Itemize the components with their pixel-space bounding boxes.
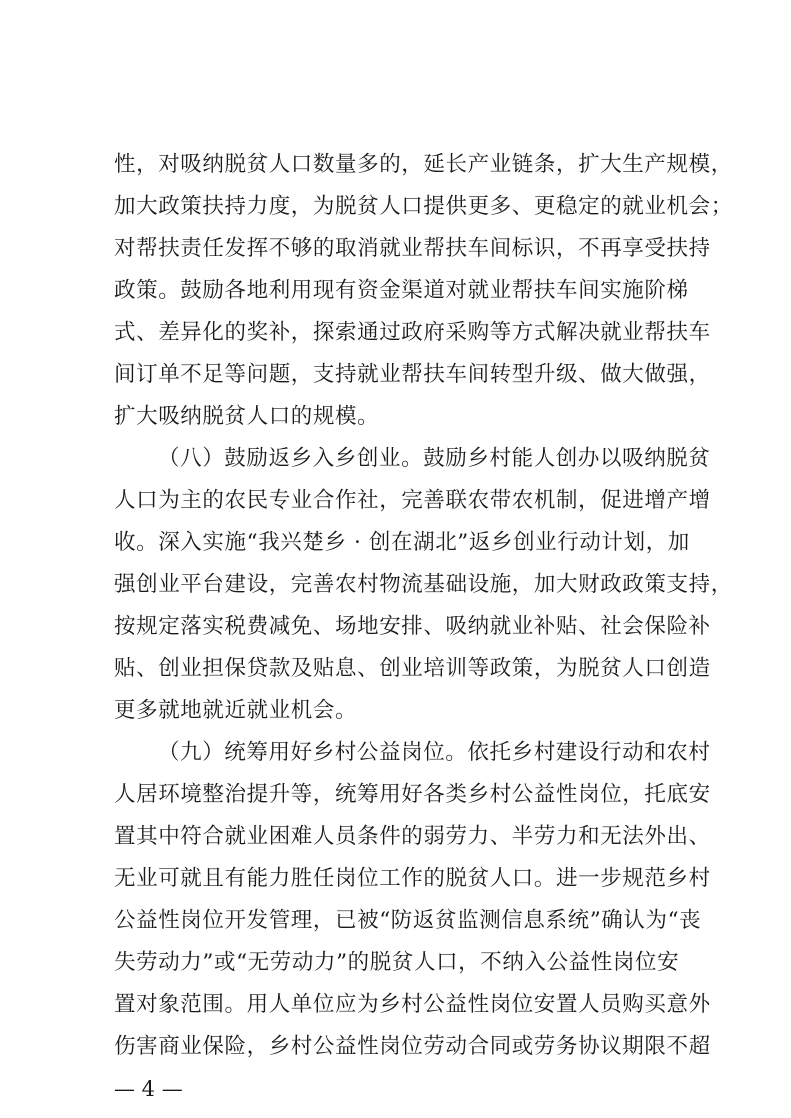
text-line: 性，对吸纳脱贫人口数量多的，延长产业链条，扩大生产规模， bbox=[114, 152, 733, 177]
text-line: 失劳动力”或“无劳动力”的脱贫人口，不纳入公益性岗位安 bbox=[114, 950, 680, 975]
text-line: 更多就地就近就业机会。 bbox=[114, 698, 358, 723]
text-line: 收。深入实施“我兴楚乡 · 创在湖北”返乡创业行动计划，加 bbox=[114, 530, 690, 555]
text-line: 置其中符合就业困难人员条件的弱劳力、半劳力和无法外出、 bbox=[114, 824, 711, 849]
text-line: 人居环境整治提升等，统筹用好各类乡村公益性岗位，托底安 bbox=[114, 782, 711, 807]
text-line: 按规定落实税费减免、场地安排、吸纳就业补贴、社会保险补 bbox=[114, 614, 711, 639]
text-line: 无业可就且有能力胜任岗位工作的脱贫人口。进一步规范乡村 bbox=[114, 866, 711, 891]
text-line: 人口为主的农民专业合作社，完善联农带农机制，促进增产增 bbox=[114, 488, 711, 513]
text-line: 政策。鼓励各地利用现有资金渠道对就业帮扶车间实施阶梯 bbox=[114, 278, 689, 303]
text-line: 式、差异化的奖补，探索通过政府采购等方式解决就业帮扶车 bbox=[114, 320, 711, 345]
section-heading-line: （八）鼓励返乡入乡创业。鼓励乡村能人创办以吸纳脱贫 bbox=[158, 446, 711, 471]
text-line: 公益性岗位开发管理，已被“防返贫监测信息系统”确认为“丧 bbox=[114, 908, 702, 933]
text-line: 强创业平台建设，完善农村物流基础设施，加大财政政策支持， bbox=[114, 572, 733, 597]
text-line: 对帮扶责任发挥不够的取消就业帮扶车间标识，不再享受扶持 bbox=[114, 236, 711, 261]
text-line: 伤害商业保险，乡村公益性岗位劳动合同或劳务协议期限不超 bbox=[114, 1034, 711, 1059]
text-line: 扩大吸纳脱贫人口的规模。 bbox=[114, 404, 380, 429]
page-number: — 4 — bbox=[114, 1077, 183, 1101]
section-heading-line: （九）统筹用好乡村公益岗位。依托乡村建设行动和农村 bbox=[158, 740, 711, 765]
text-line: 加大政策扶持力度，为脱贫人口提供更多、更稳定的就业机会； bbox=[114, 194, 733, 219]
text-line: 间订单不足等问题，支持就业帮扶车间转型升级、做大做强， bbox=[114, 362, 711, 387]
text-line: 贴、创业担保贷款及贴息、创业培训等政策，为脱贫人口创造 bbox=[114, 656, 711, 681]
text-line: 置对象范围。用人单位应为乡村公益性岗位安置人员购买意外 bbox=[114, 992, 711, 1017]
